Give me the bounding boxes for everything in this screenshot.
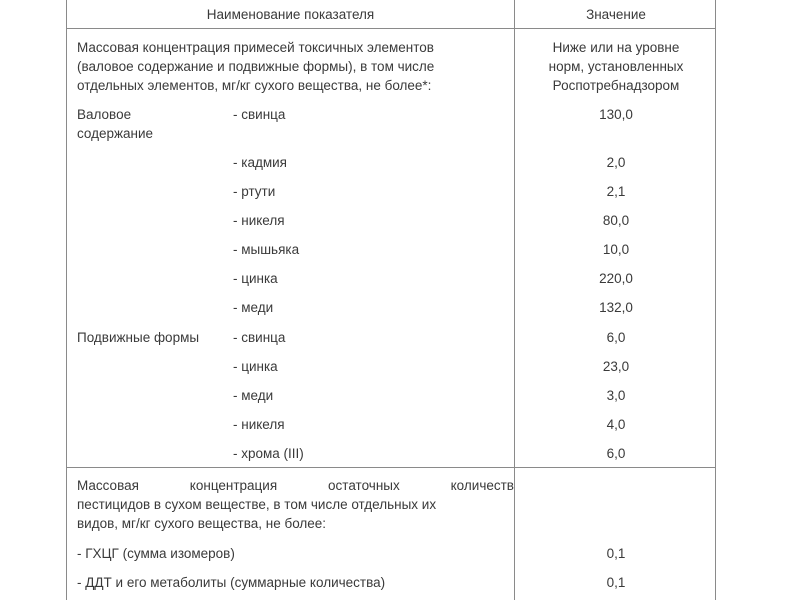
section2-desc-word: остаточных [328,478,400,493]
element-value: 6,0 [606,330,626,345]
section1-value-line-1: Ниже или на уровне [552,40,680,55]
element-value: 130,0 [599,107,633,122]
section2-desc-word: концентрация [189,478,278,493]
section1-value-line-2: норм, установленных [548,59,684,74]
element-label: - никеля [233,213,285,228]
group-label-mobile: Подвижные формы [77,330,200,345]
element-value: 132,0 [599,300,633,315]
element-label: - свинца [233,107,286,122]
section2-desc-word: количеств [450,478,514,493]
element-label: - меди [233,300,274,315]
header-value-column: Значение [586,7,646,22]
element-value: 10,0 [602,242,630,257]
element-label: - цинка [233,271,278,286]
group-label-gross-line-2: содержание [77,126,154,141]
section2-desc-line-2: пестицидов в сухом веществе, в том числе отдельных их [77,497,437,512]
section2-desc-word: Массовая [77,478,139,493]
element-value: 3,0 [606,388,626,403]
element-value: 2,1 [606,184,626,199]
element-label: - ртути [233,184,276,199]
section2-desc-line-1 [77,476,514,495]
element-label: - кадмия [233,155,287,170]
pesticide-value: 0,1 [606,546,626,561]
pesticide-value: 0,1 [606,575,626,590]
element-label: - свинца [233,330,286,345]
section1-desc-line-3: отдельных элементов, мг/кг сухого вещества, не более*: [77,78,432,93]
section2-desc-line-3: видов, мг/кг сухого вещества, не более: [77,516,327,531]
element-label: - мышьяка [233,242,300,257]
element-value: 80,0 [602,213,630,228]
section1-value-line-3: Роспотребнадзором [552,78,680,93]
section1-desc-line-1: Массовая концентрация примесей токсичных элементов [77,40,434,55]
element-label: - цинка [233,359,278,374]
pesticide-label: - ГХЦГ (сумма изомеров) [77,546,235,561]
element-value: 23,0 [602,359,630,374]
element-value: 6,0 [606,446,626,461]
section-divider [67,467,715,468]
indicator-table [66,0,716,600]
header-divider [67,28,715,29]
element-value: 2,0 [606,155,626,170]
element-value: 4,0 [606,417,626,432]
element-value: 220,0 [599,271,633,286]
group-label-gross-line-1: Валовое [77,107,132,122]
element-label: - никеля [233,417,285,432]
element-label: - хрома (III) [233,446,304,461]
header-name-column: Наименование показателя [206,7,375,22]
pesticide-label: - ДДТ и его метаболиты (суммарные количества) [77,575,386,590]
section1-desc-line-2: (валовое содержание и подвижные формы), в том числе [77,59,435,74]
element-label: - меди [233,388,274,403]
